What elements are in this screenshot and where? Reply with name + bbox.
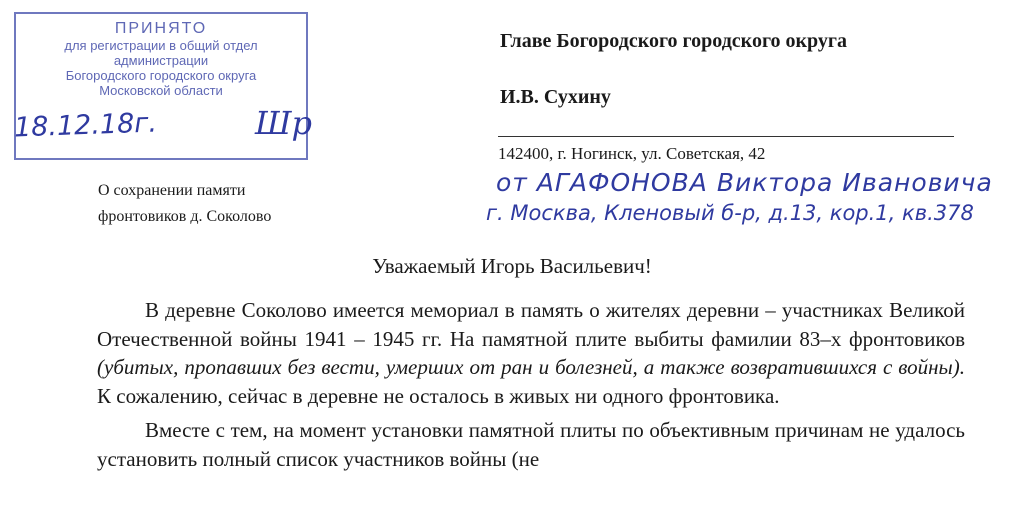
postal-address: 142400, г. Ногинск, ул. Советская, 42: [498, 144, 766, 163]
paragraph-1: [97, 296, 965, 410]
subject-line: фронтовиков д. Соколово: [98, 208, 272, 225]
addressee-name: И.В. Сухину: [500, 86, 611, 108]
sender-address-handwritten: г. Москва, Кленовый б-р, д.13, кор.1, кв.378: [486, 201, 974, 225]
stamp-line: для регистрации в общий отдел: [64, 38, 258, 53]
addressee-title: Главе Богородского городского округа: [500, 30, 847, 52]
paragraph-1-text: В деревне Соколово имеется мемориал в память о жителях деревни – участниках Великой Отечественной войны 1941 – 1945 гг. На памятной плите выбиты фамилии 83–х фронтовиков: [97, 298, 965, 351]
stamp-line: Богородского городского округа: [65, 68, 257, 83]
paragraph-1-end: К сожалению, сейчас в деревне не осталось в живых ни одного фронтовика.: [97, 383, 780, 408]
paragraph-2: Вместе с тем, на момент установки памятной плиты по объективным причинам не удалось установить полный список участников войны (не: [97, 418, 965, 471]
paragraph-1-italic: (убитых, пропавших без вести, умерших от ран и болезней, а также возвратившихся с войны).: [97, 355, 965, 379]
sender-name-handwritten: от АГАФОНОВА Виктора Ивановича: [496, 168, 993, 197]
letter-body: [97, 296, 965, 479]
stamp-title: ПРИНЯТО: [114, 20, 208, 37]
subject-line: О сохранении памяти: [98, 182, 246, 199]
stamp-line: администрации: [113, 53, 209, 68]
stamp-line: Московской области: [99, 83, 223, 98]
greeting: Уважаемый Игорь Васильевич!: [372, 254, 652, 278]
address-divider: [498, 136, 954, 137]
letter-subject: [98, 178, 271, 230]
stamp-date: 18.12.18г.: [13, 107, 158, 144]
stamp-signature: Шр: [255, 104, 312, 142]
